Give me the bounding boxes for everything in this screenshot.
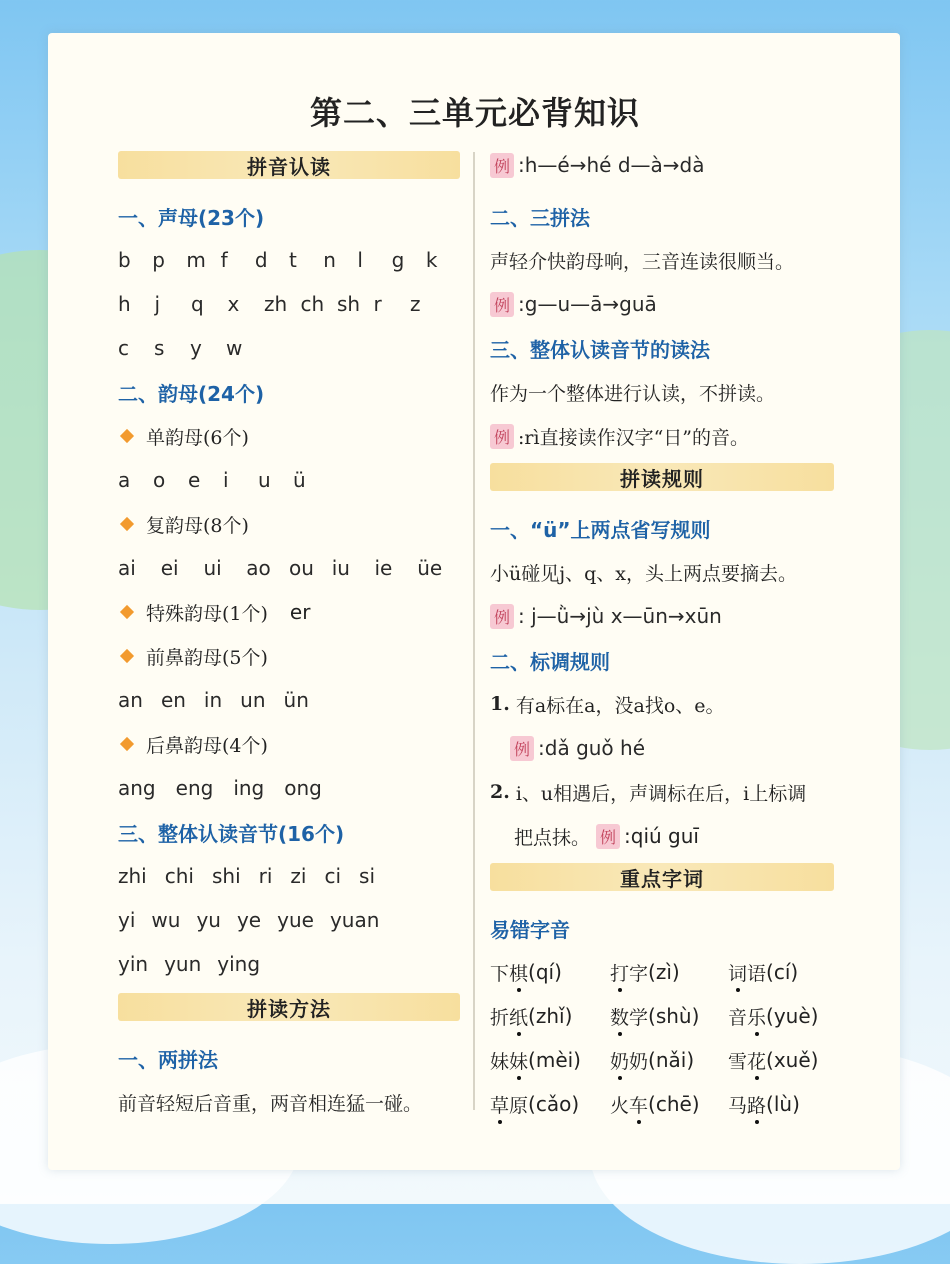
- pinyin-letter: r: [373, 292, 382, 316]
- example-row-3: 例 :rì直接读作汉字“日”的音。: [490, 414, 834, 458]
- word-char: 纸: [509, 1003, 528, 1030]
- zhengti-read-text: 作为一个整体进行认读，不拼读。: [490, 382, 776, 405]
- diamond-bullet-icon: [120, 737, 134, 751]
- example-badge: 例: [596, 824, 620, 849]
- pinyin-letter: eng: [175, 776, 214, 800]
- pinyin-letter: iu: [331, 556, 350, 580]
- heading-yicuo: 易错字音: [490, 917, 570, 942]
- page-title: 第二、三单元必背知识: [309, 94, 640, 132]
- pinyin-letter: p: [152, 248, 165, 272]
- example-row-4: 例 : j—ǜ→jù x—ūn→xūn: [490, 594, 834, 638]
- word-char: 花: [747, 1047, 766, 1074]
- pinyin-letter: g: [391, 248, 405, 272]
- example-row-2: 例 :g—u—ā→guā: [490, 282, 834, 326]
- word-pinyin: (mèi): [528, 1048, 581, 1072]
- word-char: 雪: [728, 1050, 748, 1073]
- pinyin-letter: ao: [246, 556, 271, 580]
- word-char: 奶: [629, 1050, 649, 1073]
- pinyin-letter: f: [220, 248, 228, 272]
- pinyin-letter: en: [160, 688, 186, 712]
- pinyin-letter: u: [258, 468, 271, 492]
- diamond-bullet-icon: [120, 605, 134, 619]
- u-rule-text: 小ü碰见j、q、x，头上两点要摘去。: [490, 562, 798, 585]
- word-char: 路: [747, 1091, 766, 1118]
- section-bar-method: 拼读方法: [118, 992, 460, 1022]
- example-row-1: 例 :h—é→hé d—à→dà: [490, 150, 834, 180]
- pinyin-letter: d: [254, 248, 268, 272]
- pinyin-letter: yue: [277, 908, 314, 932]
- pinyin-letter: t: [289, 248, 297, 272]
- word-item: [490, 994, 610, 1038]
- word-item: [490, 1082, 610, 1126]
- word-char: 妹: [509, 1047, 528, 1074]
- word-char: 乐: [747, 1003, 766, 1030]
- pinyin-letter: üe: [417, 556, 443, 580]
- pinyin-letter: q: [191, 292, 204, 316]
- word-char: 字: [629, 962, 649, 985]
- pinyin-letter: yin: [118, 952, 149, 976]
- pinyin-letter: ch: [300, 292, 325, 316]
- pinyin-letter: wu: [151, 908, 181, 932]
- subheading-dan-yunmu: 单韵母(6个): [118, 414, 460, 458]
- pinyin-letter: ci: [324, 864, 342, 888]
- word-pinyin: (qí): [528, 960, 562, 984]
- section-bar-key-words: 重点字词: [490, 862, 834, 892]
- word-pinyin: (lù): [766, 1092, 800, 1116]
- right-column: [490, 150, 834, 1126]
- tone-rule-2: 2. i、u相遇后，声调标在后，i上标调: [490, 781, 807, 805]
- pinyin-letter: ie: [374, 556, 393, 580]
- shengmu-row-2: [118, 282, 460, 326]
- word-item: [610, 1082, 728, 1126]
- pinyin-letter: ai: [118, 556, 136, 580]
- pinyin-letter: e: [188, 468, 201, 492]
- word-pinyin: (cí): [766, 960, 799, 984]
- word-item: [728, 1082, 834, 1126]
- pinyin-letter: o: [153, 468, 166, 492]
- word-char: 学: [629, 1006, 649, 1029]
- pinyin-letter: l: [357, 248, 363, 272]
- heading-u-rule: 一、“ü”上两点省写规则: [490, 517, 711, 542]
- left-column: [118, 150, 460, 1124]
- pinyin-letter: ying: [217, 952, 261, 976]
- word-pinyin: (nǎi): [648, 1048, 695, 1072]
- pinyin-letter: s: [154, 336, 165, 360]
- liangpin-text: 前音轻短后音重，两音相连猛一碰。: [118, 1092, 423, 1115]
- pinyin-letter: yun: [164, 952, 202, 976]
- tone-rule-2-cont: 把点抹。 例 :qiú guī: [514, 824, 699, 849]
- example-badge: 例: [490, 292, 514, 317]
- column-divider: [473, 152, 475, 1110]
- pinyin-letter: y: [190, 336, 202, 360]
- pinyin-letter: shi: [211, 864, 241, 888]
- word-char: 奶: [610, 1047, 629, 1074]
- teshu-letter: er: [289, 600, 311, 624]
- pinyin-letter: j: [154, 292, 161, 316]
- word-item: [490, 1038, 610, 1082]
- heading-liangpin: 一、两拼法: [118, 1047, 218, 1072]
- word-char: 音: [728, 1006, 748, 1029]
- heading-tone-rule: 二、标调规则: [490, 649, 610, 674]
- pinyin-letter: ang: [118, 776, 156, 800]
- pinyin-letter: k: [425, 248, 438, 272]
- example-row-5: 例 :dǎ guǒ hé: [490, 726, 834, 770]
- pinyin-letter: i: [223, 468, 229, 492]
- word-char: 折: [490, 1006, 510, 1029]
- pinyin-letter: zi: [290, 864, 307, 888]
- heading-shengmu: 一、声母(23个): [118, 205, 265, 230]
- pinyin-letter: w: [226, 336, 243, 360]
- word-char: 语: [747, 962, 767, 985]
- word-pinyin: (cǎo): [528, 1092, 580, 1116]
- word-pinyin: (chē): [648, 1092, 700, 1116]
- example-badge: 例: [490, 153, 514, 178]
- subheading-fu-yunmu: 复韵母(8个): [118, 502, 460, 546]
- shengmu-row-1: [118, 238, 460, 282]
- pinyin-letter: in: [203, 688, 223, 712]
- word-char: 打: [610, 959, 629, 986]
- word-pinyin: (zhǐ): [528, 1004, 573, 1028]
- word-item: [610, 1038, 728, 1082]
- section-bar-pinyin: 拼音认读: [118, 150, 460, 180]
- word-char: 下: [490, 962, 510, 985]
- diamond-bullet-icon: [120, 649, 134, 663]
- pinyin-letter: c: [118, 336, 129, 360]
- word-char: 车: [629, 1091, 648, 1118]
- word-item: [490, 950, 610, 994]
- pinyin-letter: zhi: [118, 864, 147, 888]
- zhengti-row-2: [118, 898, 460, 942]
- word-item: [728, 994, 834, 1038]
- pinyin-letter: chi: [164, 864, 194, 888]
- word-item: [728, 950, 834, 994]
- section-bar-rules: 拼读规则: [490, 462, 834, 492]
- pinyin-letter: ü: [293, 468, 306, 492]
- pinyin-letter: ei: [160, 556, 179, 580]
- pinyin-letter: ye: [236, 908, 262, 932]
- word-item: [728, 1038, 834, 1082]
- zhengti-row-3: [118, 942, 460, 986]
- pinyin-letter: ou: [289, 556, 314, 580]
- hou-bi-yunmu-letters: [118, 766, 460, 810]
- pinyin-letter: an: [118, 688, 143, 712]
- word-char: 火: [610, 1094, 630, 1117]
- pinyin-letter: a: [118, 468, 131, 492]
- heading-sanpin: 二、三拼法: [490, 205, 590, 230]
- subheading-hou-bi-yunmu: 后鼻韵母(4个): [118, 722, 460, 766]
- pinyin-letter: m: [186, 248, 206, 272]
- example-badge: 例: [490, 604, 514, 629]
- pinyin-letter: z: [410, 292, 421, 316]
- heading-zhengti: 三、整体认读音节(16个): [118, 821, 345, 846]
- word-pinyin: (shù): [648, 1004, 700, 1028]
- word-char: 妹: [490, 1050, 510, 1073]
- pinyin-letter: yu: [196, 908, 221, 932]
- pinyin-letter: si: [359, 864, 376, 888]
- pinyin-letter: yi: [118, 908, 136, 932]
- pinyin-letter: ui: [203, 556, 222, 580]
- pinyin-letter: h: [118, 292, 131, 316]
- qian-bi-yunmu-letters: [118, 678, 460, 722]
- diamond-bullet-icon: [120, 517, 134, 531]
- word-char: 棋: [509, 959, 528, 986]
- heading-yunmu: 二、韵母(24个): [118, 381, 265, 406]
- pinyin-letter: x: [227, 292, 240, 316]
- pinyin-letter: ing: [233, 776, 265, 800]
- word-grid: [490, 950, 834, 1126]
- pinyin-letter: ri: [258, 864, 273, 888]
- heading-zhengti-read: 三、整体认读音节的读法: [490, 337, 710, 362]
- subheading-teshu-yunmu: 特殊韵母(1个) er: [118, 590, 460, 634]
- word-pinyin: (zì): [648, 960, 680, 984]
- pinyin-letter: un: [240, 688, 266, 712]
- pinyin-letter: ong: [284, 776, 322, 800]
- pinyin-letter: ün: [283, 688, 309, 712]
- word-char: 马: [728, 1094, 748, 1117]
- tone-rule-1: 1. 有a标在a，没a找o、e。: [490, 693, 725, 717]
- word-char: 草: [490, 1091, 509, 1118]
- word-pinyin: (yuè): [766, 1004, 819, 1028]
- word-char: 原: [509, 1094, 529, 1117]
- pinyin-letter: b: [118, 248, 131, 272]
- shengmu-row-3: [118, 326, 460, 370]
- subheading-qian-bi-yunmu: 前鼻韵母(5个): [118, 634, 460, 678]
- pinyin-letter: yuan: [329, 908, 380, 932]
- word-pinyin: (xuě): [766, 1048, 819, 1072]
- example-badge: 例: [490, 424, 514, 449]
- pinyin-letter: n: [323, 248, 336, 272]
- pinyin-letter: sh: [337, 292, 361, 316]
- pinyin-letter: zh: [264, 292, 288, 316]
- zhengti-row-1: [118, 854, 460, 898]
- example-badge: 例: [510, 736, 534, 761]
- dan-yunmu-letters: [118, 458, 460, 502]
- word-item: [610, 950, 728, 994]
- word-char: 词: [728, 959, 747, 986]
- word-item: [610, 994, 728, 1038]
- word-char: 数: [610, 1003, 629, 1030]
- fu-yunmu-letters: [118, 546, 460, 590]
- diamond-bullet-icon: [120, 429, 134, 443]
- sanpin-text: 声轻介快韵母响，三音连读很顺当。: [490, 250, 795, 273]
